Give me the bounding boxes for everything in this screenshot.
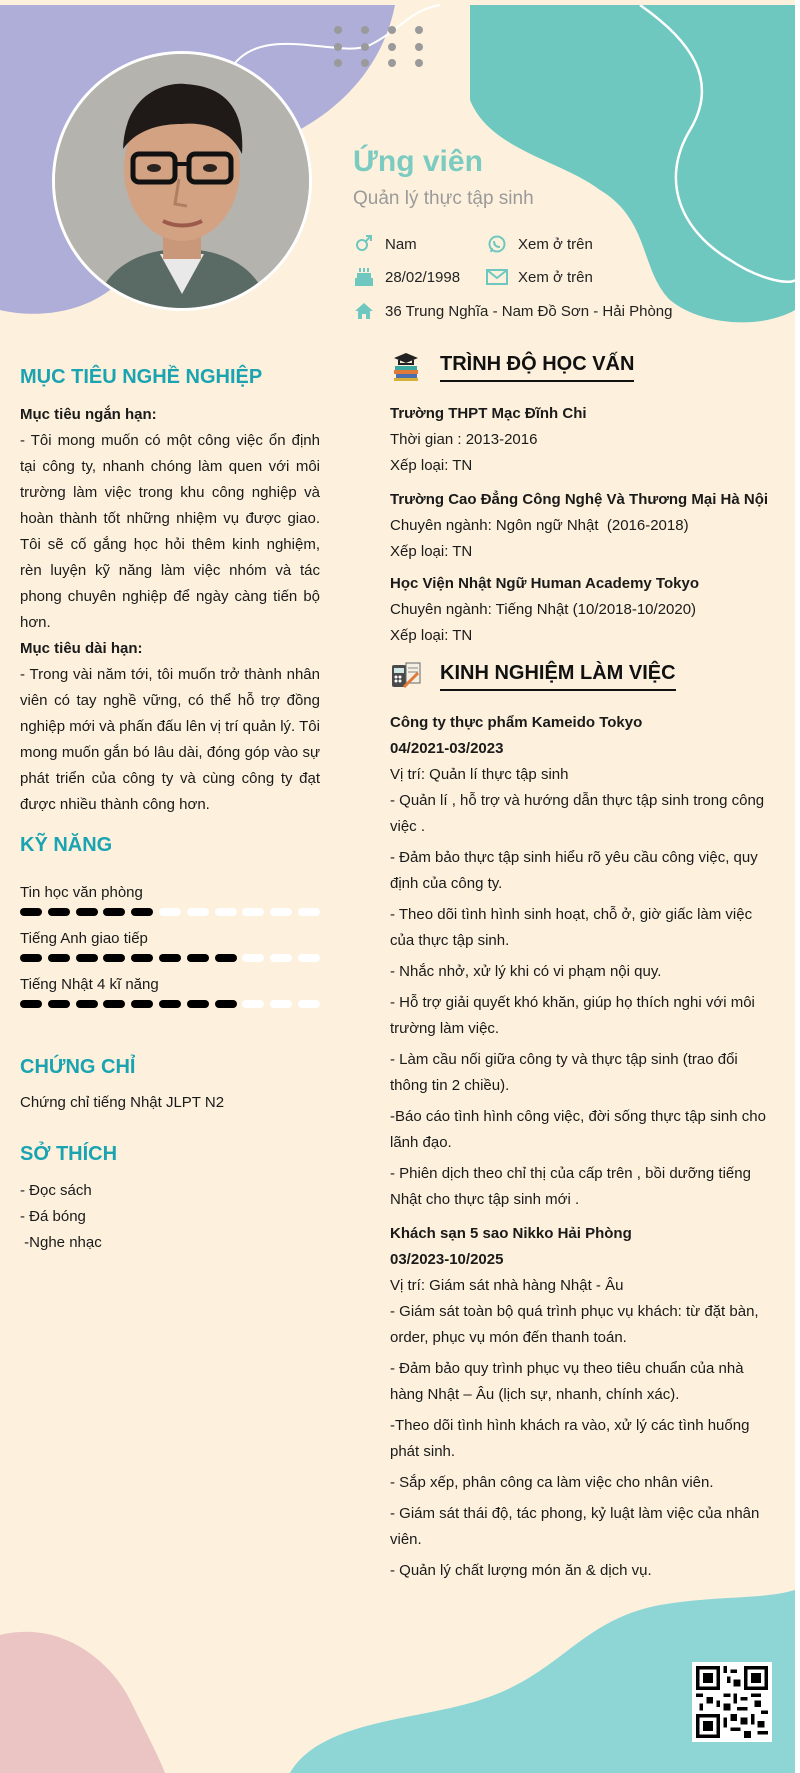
candidate-name: Ứng viên: [353, 145, 483, 178]
skill-dash: [187, 954, 209, 962]
job-role: Vị trí: Quản lí thực tập sinh: [390, 766, 569, 783]
skill-dash: [270, 954, 292, 962]
skill-dash: [159, 908, 181, 916]
home-icon: [353, 300, 375, 322]
birthday-value: 28/02/1998: [385, 268, 461, 286]
skill-dash: [20, 908, 42, 916]
job-duty: -Theo dõi tình hình khách ra vào, xử lý các tình huống phát sinh.: [390, 1417, 750, 1460]
candidate-position: Quản lý thực tập sinh: [353, 188, 534, 209]
skill-level-bar: [20, 908, 320, 918]
zalo-value: Xem ở trên: [518, 235, 593, 253]
education-grade: Xếp loại: TN: [390, 457, 473, 474]
job-duty: - Quản lí , hỗ trợ và hướng dẫn thực tập sinh trong công việc .: [390, 792, 765, 835]
education-school: Học Viện Nhật Ngữ Human Academy Tokyo: [390, 575, 699, 592]
education-detail: Chuyên ngành: Tiếng Nhật (10/2018-10/2020): [390, 601, 697, 618]
skill-dash: [103, 1000, 125, 1008]
education-grade: Xếp loại: TN: [390, 627, 473, 644]
skill-level-bar: [20, 954, 320, 964]
skill-dash: [242, 954, 264, 962]
skill-dash: [48, 908, 70, 916]
skill-dash: [215, 954, 237, 962]
skill-dash: [298, 1000, 320, 1008]
address-value: 36 Trung Nghĩa - Nam Đồ Sơn - Hải Phòng: [385, 302, 673, 320]
qr-code-icon: [692, 1662, 772, 1742]
skill-dash: [270, 908, 292, 916]
skill-dash: [270, 1000, 292, 1008]
job-duty: - Giám sát toàn bộ quá trình phục vụ khách: từ đặt bàn, order, phục vụ món đến thanh toán.: [390, 1303, 759, 1346]
info-email: [486, 266, 593, 288]
skill-dash: [76, 908, 98, 916]
job-duty: -Báo cáo tình hình công việc, đời sống thực tập sinh cho lãnh đạo.: [390, 1108, 766, 1151]
education-grade: Xếp loại: TN: [390, 543, 473, 560]
skill-dash: [20, 1000, 42, 1008]
info-zalo: [486, 233, 593, 255]
work-tools-icon: [390, 659, 422, 691]
experience-title: KINH NGHIỆM LÀM VIỆC: [440, 662, 676, 691]
job-role: Vị trí: Giám sát nhà hàng Nhật - Âu: [390, 1277, 624, 1294]
skill-dash: [131, 1000, 153, 1008]
experience-header: [390, 659, 676, 691]
skill-label: Tin học văn phòng: [20, 884, 143, 901]
skill-dash: [131, 954, 153, 962]
education-list: [390, 401, 770, 649]
skill-dash: [103, 954, 125, 962]
objective-short-text: - Tôi mong muốn có một công việc ổn định tại công ty, nhanh chóng làm quen với môi trường làm việc trong khu công nghiệp và hoàn thành tốt những nhiệm vụ được giao. Tôi sẽ cố gắng học hỏi thêm kinh nghiệm, rèn luyện kỹ năng làm việc nhóm và tác phong chuyên nghiệp để ngày càng tiến bộ hơn.: [20, 432, 320, 631]
skill-label: Tiếng Nhật 4 kĩ năng: [20, 976, 159, 993]
education-title: TRÌNH ĐỘ HỌC VẤN: [440, 353, 634, 382]
education-detail: Chuyên ngành: Ngôn ngữ Nhật (2016-2018): [390, 517, 689, 534]
objective-title: MỤC TIÊU NGHỀ NGHIỆP: [20, 366, 263, 388]
objective-long-label: Mục tiêu dài hạn:: [20, 640, 143, 657]
cake-icon: [353, 266, 375, 288]
job-duty: - Quản lý chất lượng món ăn & dịch vụ.: [390, 1562, 652, 1579]
education-detail: Thời gian : 2013-2016: [390, 431, 538, 448]
skill-dash: [298, 908, 320, 916]
info-address: [353, 300, 672, 322]
email-value: Xem ở trên: [518, 268, 593, 286]
job-duty: - Đảm bảo thực tập sinh hiểu rõ yêu cầu công việc, quy định của công ty.: [390, 849, 758, 892]
objective-short-label: Mục tiêu ngắn hạn:: [20, 406, 157, 423]
skill-dash: [48, 1000, 70, 1008]
hobby-item: - Đá bóng: [20, 1208, 86, 1225]
experience-list: [390, 710, 770, 1584]
job-period: 04/2021-03/2023: [390, 740, 504, 757]
skill-label: Tiếng Anh giao tiếp: [20, 930, 148, 947]
certificates-title: CHỨNG CHỈ: [20, 1056, 136, 1078]
gender-icon: [353, 233, 375, 255]
info-birthday: [353, 266, 460, 288]
phone-chat-icon: [486, 233, 508, 255]
email-icon: [486, 266, 508, 288]
info-gender: [353, 233, 417, 255]
skill-dash: [76, 954, 98, 962]
job-duty: - Hỗ trợ giải quyết khó khăn, giúp họ thích nghi với môi trường làm việc.: [390, 994, 755, 1037]
job-period: 03/2023-10/2025: [390, 1251, 504, 1268]
job-duty: - Nhắc nhở, xử lý khi có vi phạm nội quy.: [390, 963, 662, 980]
skill-dash: [242, 1000, 264, 1008]
skill-dash: [215, 1000, 237, 1008]
skill-dash: [187, 908, 209, 916]
skill-dash: [215, 908, 237, 916]
education-school: Trường THPT Mạc Đĩnh Chi: [390, 405, 587, 422]
skill-dash: [242, 908, 264, 916]
books-graduation-icon: [390, 350, 422, 382]
skill-dash: [187, 1000, 209, 1008]
job-duty: - Theo dõi tình hình sinh hoạt, chỗ ở, giờ giấc làm việc của thực tập sinh.: [390, 906, 753, 949]
skill-dash: [48, 954, 70, 962]
job-duty: - Sắp xếp, phân công ca làm việc cho nhân viên.: [390, 1474, 714, 1491]
objective-long-text: - Trong vài năm tới, tôi muốn trở thành nhân viên có tay nghề vững, có thể hỗ trợ đồng nghiệp mới và phấn đấu lên vị trí quản lý. Tôi mong muốn gắn bó lâu dài, đóng góp vào sự phát triển của công ty và cùng công ty đạt được nhiều thành công hơn.: [20, 666, 320, 813]
skill-level-bar: [20, 1000, 320, 1010]
hobby-item: - Đọc sách: [20, 1182, 92, 1199]
skill-dash: [20, 954, 42, 962]
certificate-item: Chứng chỉ tiếng Nhật JLPT N2: [20, 1094, 225, 1111]
objective-section: [20, 402, 320, 818]
hobbies-title: SỞ THÍCH: [20, 1143, 118, 1165]
hobby-item: -Nghe nhạc: [20, 1234, 102, 1251]
job-company: Khách sạn 5 sao Nikko Hải Phòng: [390, 1225, 632, 1242]
skill-dash: [76, 1000, 98, 1008]
job-duty: - Phiên dịch theo chỉ thị của cấp trên , bồi dưỡng tiếng Nhật cho thực tập sinh mới .: [390, 1165, 751, 1208]
avatar-photo: [52, 51, 312, 311]
job-duty: - Làm cầu nối giữa công ty và thực tập sinh (trao đổi thông tin 2 chiều).: [390, 1051, 738, 1094]
job-company: Công ty thực phẩm Kameido Tokyo: [390, 714, 643, 731]
job-duty: - Giám sát thái độ, tác phong, kỷ luật làm việc của nhân viên.: [390, 1505, 760, 1548]
skills-title: KỸ NĂNG: [20, 834, 113, 856]
skill-dash: [159, 1000, 181, 1008]
hobbies-list: [20, 1178, 320, 1256]
education-school: Trường Cao Đẳng Công Nghệ Và Thương Mại Hà Nội: [390, 491, 769, 508]
job-duty: - Đảm bảo quy trình phục vụ theo tiêu chuẩn của nhà hàng Nhật – Âu (lịch sự, nhanh, chính xác).: [390, 1360, 744, 1403]
skill-dash: [103, 908, 125, 916]
skill-dash: [131, 908, 153, 916]
skill-dash: [298, 954, 320, 962]
gender-value: Nam: [385, 235, 417, 253]
education-header: [390, 350, 634, 382]
skill-dash: [159, 954, 181, 962]
